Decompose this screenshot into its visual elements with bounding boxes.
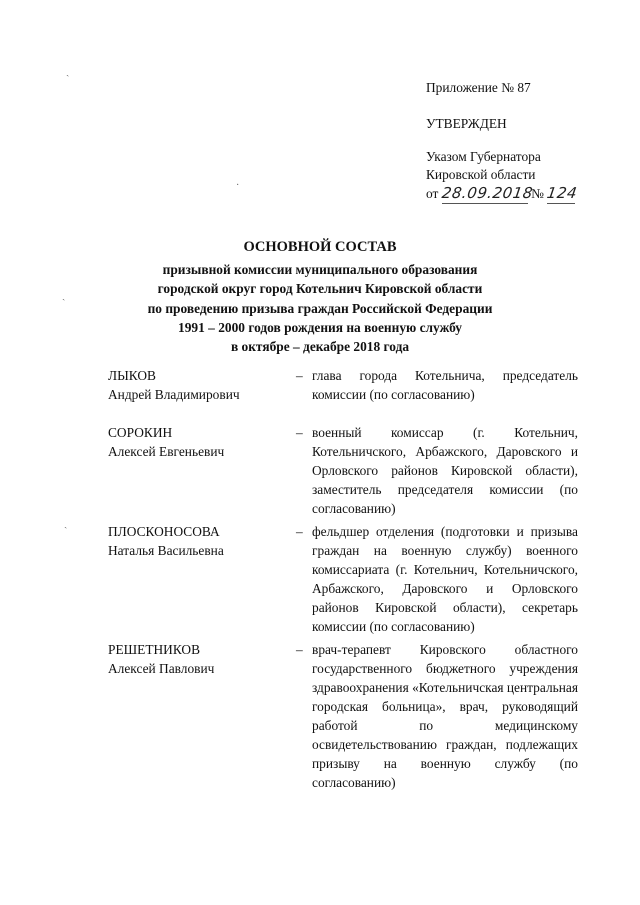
decree-date-field — [440, 184, 534, 204]
member-dash: – — [296, 524, 303, 539]
member-given-name: Наталья Васильевна — [108, 543, 224, 558]
title-line: 1991 – 2000 годов рождения на военную службу — [178, 319, 462, 335]
member-dash: – — [296, 642, 303, 657]
member-name — [108, 640, 288, 678]
title-line: в октябре – декабре 2018 года — [230, 339, 410, 355]
scan-speck: ˏ — [62, 290, 66, 301]
approved-label: УТВЕРЖДЕН — [426, 116, 507, 131]
title-main: ОСНОВНОЙ СОСТАВ — [243, 239, 397, 255]
member-surname: РЕШЕТНИКОВ — [108, 642, 201, 657]
decree-line-1: Указом Губернатора — [426, 149, 541, 164]
member-role: врач-терапевт Кировского областного государственного бюджетного учреждения здравоохранения «Котельничская центральная городская больница», врач, руководящий работой по медицинскому освидетельствованию граждан, подлежащих призыву на военную службу (по согласованию) — [312, 642, 579, 790]
scan-speck: ˏ — [66, 66, 70, 77]
title-line: призывной комиссии муниципального образования — [162, 262, 478, 277]
member-given-name: Алексей Евгеньевич — [108, 444, 225, 459]
member-surname: ПЛОСКОНОСОВА — [108, 524, 220, 539]
member-given-name: Андрей Владимирович — [108, 387, 240, 402]
member-dash: – — [296, 368, 303, 383]
decree-from-label: от — [426, 186, 439, 201]
document-title — [100, 238, 540, 356]
scan-speck: ˏ — [64, 518, 68, 529]
member-given-name: Алексей Павлович — [108, 661, 215, 676]
member-name — [108, 366, 288, 404]
member-surname: СОРОКИН — [108, 425, 173, 440]
title-line: по проведению призыва граждан Российской Федерации — [147, 300, 493, 316]
title-line: городской округ город Котельнич Кировской области — [157, 281, 483, 297]
member-role: фельдшер отделения (подготовки и призыва граждан на военную службу) военного комиссариата (г. Котельнич, Котельничского, Арбажского, Даровского и Орловского районов Кировской области), секретарь комиссии (по согласованию) — [312, 524, 578, 634]
member-role: военный комиссар (г. Котельнич, Котельничского, Арбажского, Даровского и Орловского районов Кировской области), заместитель председателя комиссии (по согласованию) — [312, 425, 578, 516]
member-role: глава города Котельнича, председатель комиссии (по согласованию) — [312, 368, 578, 402]
decree-date-handwritten: 28.09.2018 — [440, 184, 534, 202]
scan-speck: · — [236, 180, 240, 191]
appendix-number: Приложение № 87 — [426, 80, 531, 95]
member-name — [108, 522, 288, 560]
decree-number-label: № — [531, 186, 544, 201]
member-dash: – — [296, 425, 303, 440]
decree-reference — [426, 148, 579, 204]
decree-line-2: Кировской области — [426, 167, 536, 182]
member-surname: ЛЫКОВ — [108, 368, 156, 383]
decree-number-field — [545, 184, 579, 204]
decree-number-handwritten: 124 — [545, 184, 579, 202]
decree-date-line — [426, 184, 579, 204]
member-name — [108, 423, 288, 461]
